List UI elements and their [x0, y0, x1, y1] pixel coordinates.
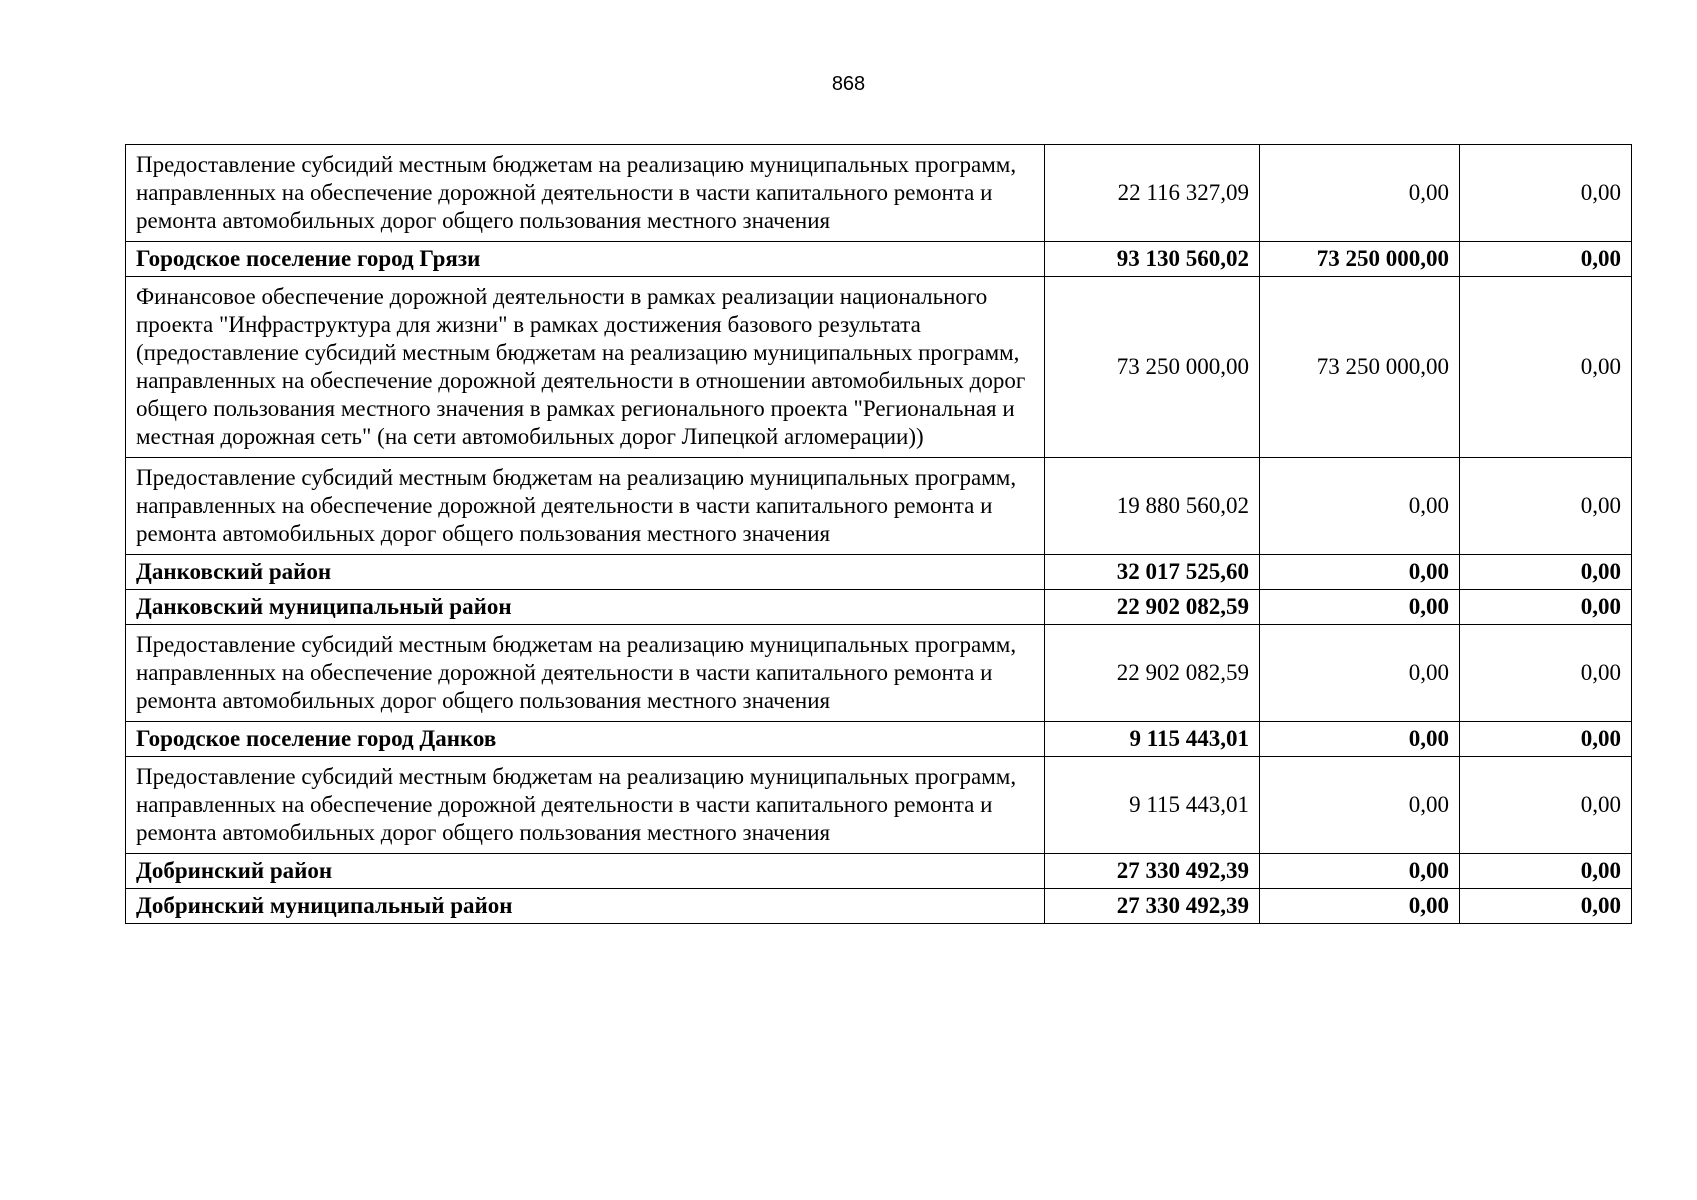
- row-label: Данковский муниципальный район: [126, 590, 1045, 625]
- row-label: Предоставление субсидий местным бюджетам на реализацию муниципальных программ, направленных на обеспечение дорожной деятельности в части капитального ремонта и ремонта автомобильных дорог общего пользования местного значения: [126, 145, 1045, 242]
- row-value-3: 0,00: [1460, 277, 1632, 458]
- table-row-total: [126, 242, 1632, 277]
- row-value-3: 0,00: [1460, 145, 1632, 242]
- row-value-1: 19 880 560,02: [1045, 458, 1260, 555]
- row-value-2: 0,00: [1260, 889, 1460, 924]
- row-label: Предоставление субсидий местным бюджетам на реализацию муниципальных программ, направленных на обеспечение дорожной деятельности в части капитального ремонта и ремонта автомобильных дорог общего пользования местного значения: [126, 458, 1045, 555]
- row-label: Предоставление субсидий местным бюджетам на реализацию муниципальных программ, направленных на обеспечение дорожной деятельности в части капитального ремонта и ремонта автомобильных дорог общего пользования местного значения: [126, 757, 1045, 854]
- row-value-1: 22 902 082,59: [1045, 625, 1260, 722]
- row-label: Предоставление субсидий местным бюджетам на реализацию муниципальных программ, направленных на обеспечение дорожной деятельности в части капитального ремонта и ремонта автомобильных дорог общего пользования местного значения: [126, 625, 1045, 722]
- row-label: Городское поселение город Данков: [126, 722, 1045, 757]
- table-row: [126, 458, 1632, 555]
- row-value-2: 0,00: [1260, 555, 1460, 590]
- row-value-2: 73 250 000,00: [1260, 277, 1460, 458]
- row-value-2: 0,00: [1260, 722, 1460, 757]
- table-row-total: [126, 854, 1632, 889]
- row-label: Городское поселение город Грязи: [126, 242, 1045, 277]
- row-value-1: 73 250 000,00: [1045, 277, 1260, 458]
- row-value-1: 27 330 492,39: [1045, 889, 1260, 924]
- row-value-1: 32 017 525,60: [1045, 555, 1260, 590]
- row-value-2: 0,00: [1260, 458, 1460, 555]
- row-value-1: 9 115 443,01: [1045, 757, 1260, 854]
- row-value-3: 0,00: [1460, 590, 1632, 625]
- row-value-2: 0,00: [1260, 757, 1460, 854]
- row-value-2: 0,00: [1260, 590, 1460, 625]
- row-label: Финансовое обеспечение дорожной деятельности в рамках реализации национального проекта "Инфраструктура для жизни" в рамках достижения базового результата (предоставление субсидий местным бюджетам на реализацию муниципальных программ, направленных на обеспечение дорожной деятельности в отношении автомобильных дорог общего пользования местного значения в рамках регионального проекта "Региональная и местная дорожная сеть" (на сети автомобильных дорог Липецкой агломерации)): [126, 277, 1045, 458]
- row-value-1: 9 115 443,01: [1045, 722, 1260, 757]
- row-value-2: 0,00: [1260, 625, 1460, 722]
- table-row-total: [126, 889, 1632, 924]
- row-value-1: 27 330 492,39: [1045, 854, 1260, 889]
- table-row-total: [126, 590, 1632, 625]
- table-row: [126, 757, 1632, 854]
- row-value-2: 73 250 000,00: [1260, 242, 1460, 277]
- row-value-2: 0,00: [1260, 145, 1460, 242]
- row-value-1: 93 130 560,02: [1045, 242, 1260, 277]
- budget-table: [125, 144, 1632, 924]
- row-label: Данковский район: [126, 555, 1045, 590]
- row-value-3: 0,00: [1460, 242, 1632, 277]
- table-row-total: [126, 555, 1632, 590]
- row-value-2: 0,00: [1260, 854, 1460, 889]
- row-label: Добринский район: [126, 854, 1045, 889]
- row-value-3: 0,00: [1460, 757, 1632, 854]
- table-row: [126, 145, 1632, 242]
- row-value-3: 0,00: [1460, 458, 1632, 555]
- row-label: Добринский муниципальный район: [126, 889, 1045, 924]
- row-value-1: 22 902 082,59: [1045, 590, 1260, 625]
- table-row: [126, 277, 1632, 458]
- row-value-3: 0,00: [1460, 722, 1632, 757]
- row-value-3: 0,00: [1460, 625, 1632, 722]
- row-value-1: 22 116 327,09: [1045, 145, 1260, 242]
- row-value-3: 0,00: [1460, 889, 1632, 924]
- row-value-3: 0,00: [1460, 555, 1632, 590]
- page-number: 868: [831, 73, 866, 95]
- table-row-total: [126, 722, 1632, 757]
- row-value-3: 0,00: [1460, 854, 1632, 889]
- table-row: [126, 625, 1632, 722]
